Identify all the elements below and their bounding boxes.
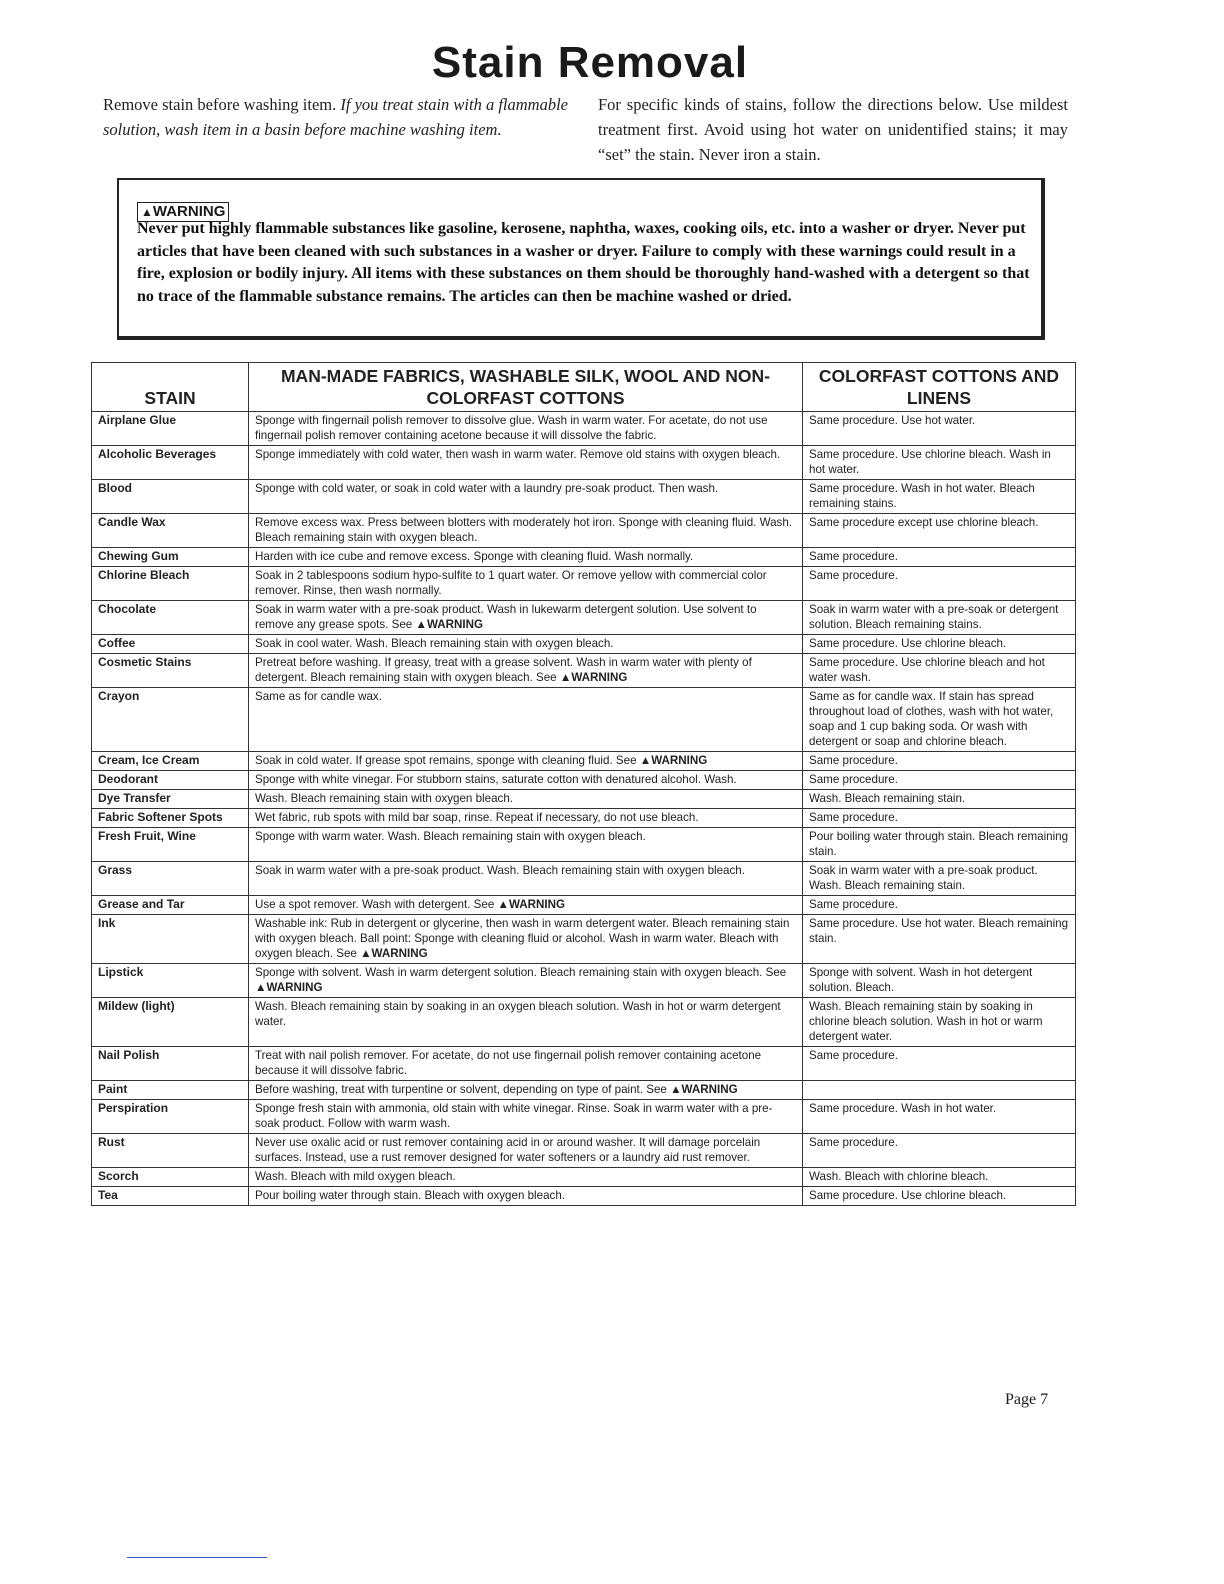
manmade-text: Washable ink: Rub in detergent or glycerine, then wash in warm detergent water. Bleach remaining stain with oxygen bleach. Ball point: Sponge with cleaning fluid or alcohol. Wash in warm water. Bleach with oxygen bleach. See: [255, 917, 790, 960]
manmade-text: Wash. Bleach remaining stain with oxygen bleach.: [255, 792, 513, 805]
colorfast-cell: Same procedure. Use chlorine bleach.: [803, 1187, 1076, 1206]
colorfast-cell: Same procedure. Use hot water.: [803, 412, 1076, 446]
manmade-text: Pour boiling water through stain. Bleach with oxygen bleach.: [255, 1189, 565, 1202]
manmade-cell: [249, 412, 803, 446]
manmade-text: Sponge fresh stain with ammonia, old stain with white vinegar. Rinse. Soak in warm water with a pre-soak product. Follow with warm wash.: [255, 1102, 773, 1130]
colorfast-cell: Soak in warm water with a pre-soak product. Wash. Bleach remaining stain.: [803, 862, 1076, 896]
manmade-text: Soak in warm water with a pre-soak product. Wash. Bleach remaining stain with oxygen bleach.: [255, 864, 745, 877]
table-row: [92, 828, 1076, 862]
stain-name-cell: Chlorine Bleach: [92, 567, 249, 601]
stain-name-cell: Airplane Glue: [92, 412, 249, 446]
manmade-text: Harden with ice cube and remove excess. Sponge with cleaning fluid. Wash normally.: [255, 550, 694, 563]
page-number: Page 7: [1005, 1391, 1049, 1408]
table-row: [92, 412, 1076, 446]
table-row: [92, 480, 1076, 514]
colorfast-cell: Same procedure. Use hot water. Bleach remaining stain.: [803, 915, 1076, 964]
colorfast-cell: Same procedure. Use chlorine bleach and hot water wash.: [803, 654, 1076, 688]
stain-name-cell: Deodorant: [92, 771, 249, 790]
colorfast-cell: Same procedure.: [803, 752, 1076, 771]
manmade-cell: [249, 1187, 803, 1206]
manmade-cell: [249, 915, 803, 964]
stain-name-cell: Scorch: [92, 1168, 249, 1187]
manmade-cell: [249, 1134, 803, 1168]
manmade-cell: [249, 771, 803, 790]
manmade-text: Sponge with solvent. Wash in warm detergent solution. Bleach remaining stain with oxygen bleach. See: [255, 966, 787, 979]
intro-right: For specific kinds of stains, follow the directions below. Use mildest treatment first. Avoid using hot water on unidentified stains; it may “set” the stain. Never iron a stain.: [598, 95, 1068, 164]
table-row: [92, 446, 1076, 480]
manmade-text: Sponge with fingernail polish remover to dissolve glue. Wash in warm water. For acetate, do not use fingernail polish remover containing acetone because it will dissolve the fabric.: [255, 414, 768, 442]
colorfast-cell: Same procedure. Use chlorine bleach. Wash in hot water.: [803, 446, 1076, 480]
manmade-cell: [249, 809, 803, 828]
colorfast-cell: Same procedure.: [803, 1134, 1076, 1168]
stain-name-cell: Dye Transfer: [92, 790, 249, 809]
table-row: [92, 915, 1076, 964]
manmade-text: Never use oxalic acid or rust remover containing acid in or around washer. It will damage porcelain surfaces. Instead, use a rust remover designed for water softeners or a laundry aid rust remover.: [255, 1136, 761, 1164]
stain-name-cell: Tea: [92, 1187, 249, 1206]
colorfast-cell: Same procedure.: [803, 809, 1076, 828]
manmade-text: Treat with nail polish remover. For acetate, do not use fingernail polish remover containing acetone because it will dissolve fabric.: [255, 1049, 762, 1077]
stain-name-cell: Ink: [92, 915, 249, 964]
stain-name-cell: Perspiration: [92, 1100, 249, 1134]
warning-text: Never put highly flammable substances like gasoline, kerosene, naphtha, waxes, cooking oils, etc. into a washer or dryer. Never put articles that have been cleaned with such substances in a washer or dryer. Failure to comply with these warnings could result in a fire, explosion or bodily injury. All items with these substances on them should be thoroughly hand-washed with a detergent so that no trace of the flammable substance remains. The articles can then be machine washed or dried.: [137, 220, 1030, 305]
manmade-cell: [249, 688, 803, 752]
table-row: [92, 752, 1076, 771]
colorfast-cell: Same procedure.: [803, 548, 1076, 567]
colorfast-cell: Wash. Bleach with chlorine bleach.: [803, 1168, 1076, 1187]
stain-name-cell: Fabric Softener Spots: [92, 809, 249, 828]
table-row: [92, 1081, 1076, 1100]
footer-rule: [127, 1557, 267, 1558]
table-row: [92, 964, 1076, 998]
colorfast-cell: Same procedure.: [803, 567, 1076, 601]
stain-name-cell: Rust: [92, 1134, 249, 1168]
table-row: [92, 1187, 1076, 1206]
warning-label-text: WARNING: [152, 203, 226, 220]
stain-name-cell: Coffee: [92, 635, 249, 654]
warning-box: [117, 178, 1045, 340]
table-row: [92, 862, 1076, 896]
table-row: [92, 1168, 1076, 1187]
stain-name-cell: Crayon: [92, 688, 249, 752]
manmade-text: Wash. Bleach with mild oxygen bleach.: [255, 1170, 456, 1183]
stain-name-cell: Grease and Tar: [92, 896, 249, 915]
manmade-text: Sponge immediately with cold water, then wash in warm water. Remove old stains with oxygen bleach.: [255, 448, 781, 461]
warning-triangle-icon: ▲: [141, 205, 153, 219]
table-row: [92, 1134, 1076, 1168]
table-row: [92, 896, 1076, 915]
table-row: [92, 635, 1076, 654]
stain-name-cell: Mildew (light): [92, 998, 249, 1047]
stain-table: [91, 362, 1076, 1206]
table-row: [92, 654, 1076, 688]
table-row: [92, 790, 1076, 809]
manmade-text: Soak in 2 tablespoons sodium hypo-sulfite to 1 quart water. Or remove yellow with commercial color remover. Rinse, then wash normally.: [255, 569, 767, 597]
colorfast-cell: Same procedure.: [803, 771, 1076, 790]
manmade-cell: [249, 1047, 803, 1081]
inline-warning: ▲WARNING: [415, 618, 483, 631]
inline-warning: ▲WARNING: [360, 947, 428, 960]
colorfast-cell: Same procedure except use chlorine bleach.: [803, 514, 1076, 548]
colorfast-cell: Same procedure.: [803, 1047, 1076, 1081]
table-header-row: [92, 363, 1076, 412]
header-stain: STAIN: [92, 363, 249, 412]
manmade-cell: [249, 790, 803, 809]
manmade-text: Sponge with warm water. Wash. Bleach remaining stain with oxygen bleach.: [255, 830, 646, 843]
colorfast-cell: Same as for candle wax. If stain has spread throughout load of clothes, wash with hot water, soap and 1 cup baking soda. Or wash with detergent or soap and chlorine bleach.: [803, 688, 1076, 752]
stain-name-cell: Nail Polish: [92, 1047, 249, 1081]
manmade-text: Soak in cold water. If grease spot remains, sponge with cleaning fluid. See: [255, 754, 640, 767]
stain-name-cell: Alcoholic Beverages: [92, 446, 249, 480]
manmade-cell: [249, 446, 803, 480]
manmade-cell: [249, 752, 803, 771]
stain-name-cell: Cosmetic Stains: [92, 654, 249, 688]
manmade-cell: [249, 828, 803, 862]
table-row: [92, 809, 1076, 828]
colorfast-cell: Sponge with solvent. Wash in hot detergent solution. Bleach.: [803, 964, 1076, 998]
header-manmade: MAN-MADE FABRICS, WASHABLE SILK, WOOL AND NON-COLORFAST COTTONS: [249, 363, 803, 412]
colorfast-cell: Same procedure. Wash in hot water.: [803, 1100, 1076, 1134]
table-row: [92, 514, 1076, 548]
manmade-cell: [249, 567, 803, 601]
stain-name-cell: Lipstick: [92, 964, 249, 998]
manmade-text: Wash. Bleach remaining stain by soaking in an oxygen bleach solution. Wash in hot or warm detergent water.: [255, 1000, 781, 1028]
manmade-text: Wet fabric, rub spots with mild bar soap, rinse. Repeat if necessary, do not use bleach.: [255, 811, 699, 824]
manmade-text: Before washing, treat with turpentine or solvent, depending on type of paint. See: [255, 1083, 671, 1096]
table-row: [92, 771, 1076, 790]
manmade-text: Soak in cool water. Wash. Bleach remaining stain with oxygen bleach.: [255, 637, 614, 650]
colorfast-cell: Wash. Bleach remaining stain by soaking in chlorine bleach solution. Wash in hot or warm detergent water.: [803, 998, 1076, 1047]
colorfast-cell: [803, 1081, 1076, 1100]
inline-warning: ▲WARNING: [559, 671, 628, 684]
inline-warning: ▲WARNING: [497, 898, 566, 911]
manmade-text: Pretreat before washing. If greasy, treat with a grease solvent. Wash in warm water with plenty of detergent. Bleach remaining stain with oxygen bleach. See: [255, 656, 752, 684]
manmade-text: Same as for candle wax.: [255, 690, 382, 703]
manmade-cell: [249, 548, 803, 567]
colorfast-cell: Wash. Bleach remaining stain.: [803, 790, 1076, 809]
stain-name-cell: Chocolate: [92, 601, 249, 635]
stain-name-cell: Blood: [92, 480, 249, 514]
inline-warning: ▲WARNING: [639, 754, 708, 767]
header-colorfast: COLORFAST COTTONS AND LINENS: [803, 363, 1076, 412]
colorfast-cell: Same procedure. Use chlorine bleach.: [803, 635, 1076, 654]
table-row: [92, 548, 1076, 567]
manmade-text: Remove excess wax. Press between blotters with moderately hot iron. Sponge with cleaning fluid. Wash. Bleach remaining stain with oxygen bleach.: [255, 516, 793, 544]
manmade-cell: [249, 1100, 803, 1134]
manmade-cell: [249, 862, 803, 896]
manmade-cell: [249, 964, 803, 998]
inline-warning: ▲WARNING: [670, 1083, 738, 1096]
stain-name-cell: Paint: [92, 1081, 249, 1100]
stain-name-cell: Candle Wax: [92, 514, 249, 548]
manmade-cell: [249, 635, 803, 654]
manmade-text: Sponge with cold water, or soak in cold water with a laundry pre-soak product. Then wash.: [255, 482, 719, 495]
colorfast-cell: Same procedure. Wash in hot water. Bleach remaining stains.: [803, 480, 1076, 514]
table-row: [92, 1100, 1076, 1134]
colorfast-cell: Same procedure.: [803, 896, 1076, 915]
intro-left-italic: If you treat stain with a flammable solution, wash item in a basin before machine washing item.: [103, 95, 568, 139]
manmade-text: Use a spot remover. Wash with detergent. See: [255, 898, 498, 911]
intro-left-plain: Remove stain before washing item.: [103, 95, 341, 114]
stain-name-cell: Cream, Ice Cream: [92, 752, 249, 771]
table-row: [92, 1047, 1076, 1081]
manmade-cell: [249, 998, 803, 1047]
table-row: [92, 688, 1076, 752]
manmade-text: Soak in warm water with a pre-soak product. Wash in lukewarm detergent solution. Use solvent to remove any grease spots. See: [255, 603, 757, 631]
stain-name-cell: Fresh Fruit, Wine: [92, 828, 249, 862]
colorfast-cell: Soak in warm water with a pre-soak or detergent solution. Bleach remaining stains.: [803, 601, 1076, 635]
table-row: [92, 998, 1076, 1047]
manmade-text: Sponge with white vinegar. For stubborn stains, saturate cotton with denatured alcohol. Wash.: [255, 773, 737, 786]
manmade-cell: [249, 654, 803, 688]
table-row: [92, 567, 1076, 601]
manmade-cell: [249, 480, 803, 514]
stain-name-cell: Grass: [92, 862, 249, 896]
page-title: Stain Removal: [431, 38, 749, 87]
manmade-cell: [249, 896, 803, 915]
manmade-cell: [249, 1081, 803, 1100]
manmade-cell: [249, 1168, 803, 1187]
stain-name-cell: Chewing Gum: [92, 548, 249, 567]
manmade-cell: [249, 601, 803, 635]
manmade-cell: [249, 514, 803, 548]
inline-warning: ▲WARNING: [255, 981, 323, 994]
intro-left: [103, 92, 583, 142]
colorfast-cell: Pour boiling water through stain. Bleach remaining stain.: [803, 828, 1076, 862]
table-row: [92, 601, 1076, 635]
